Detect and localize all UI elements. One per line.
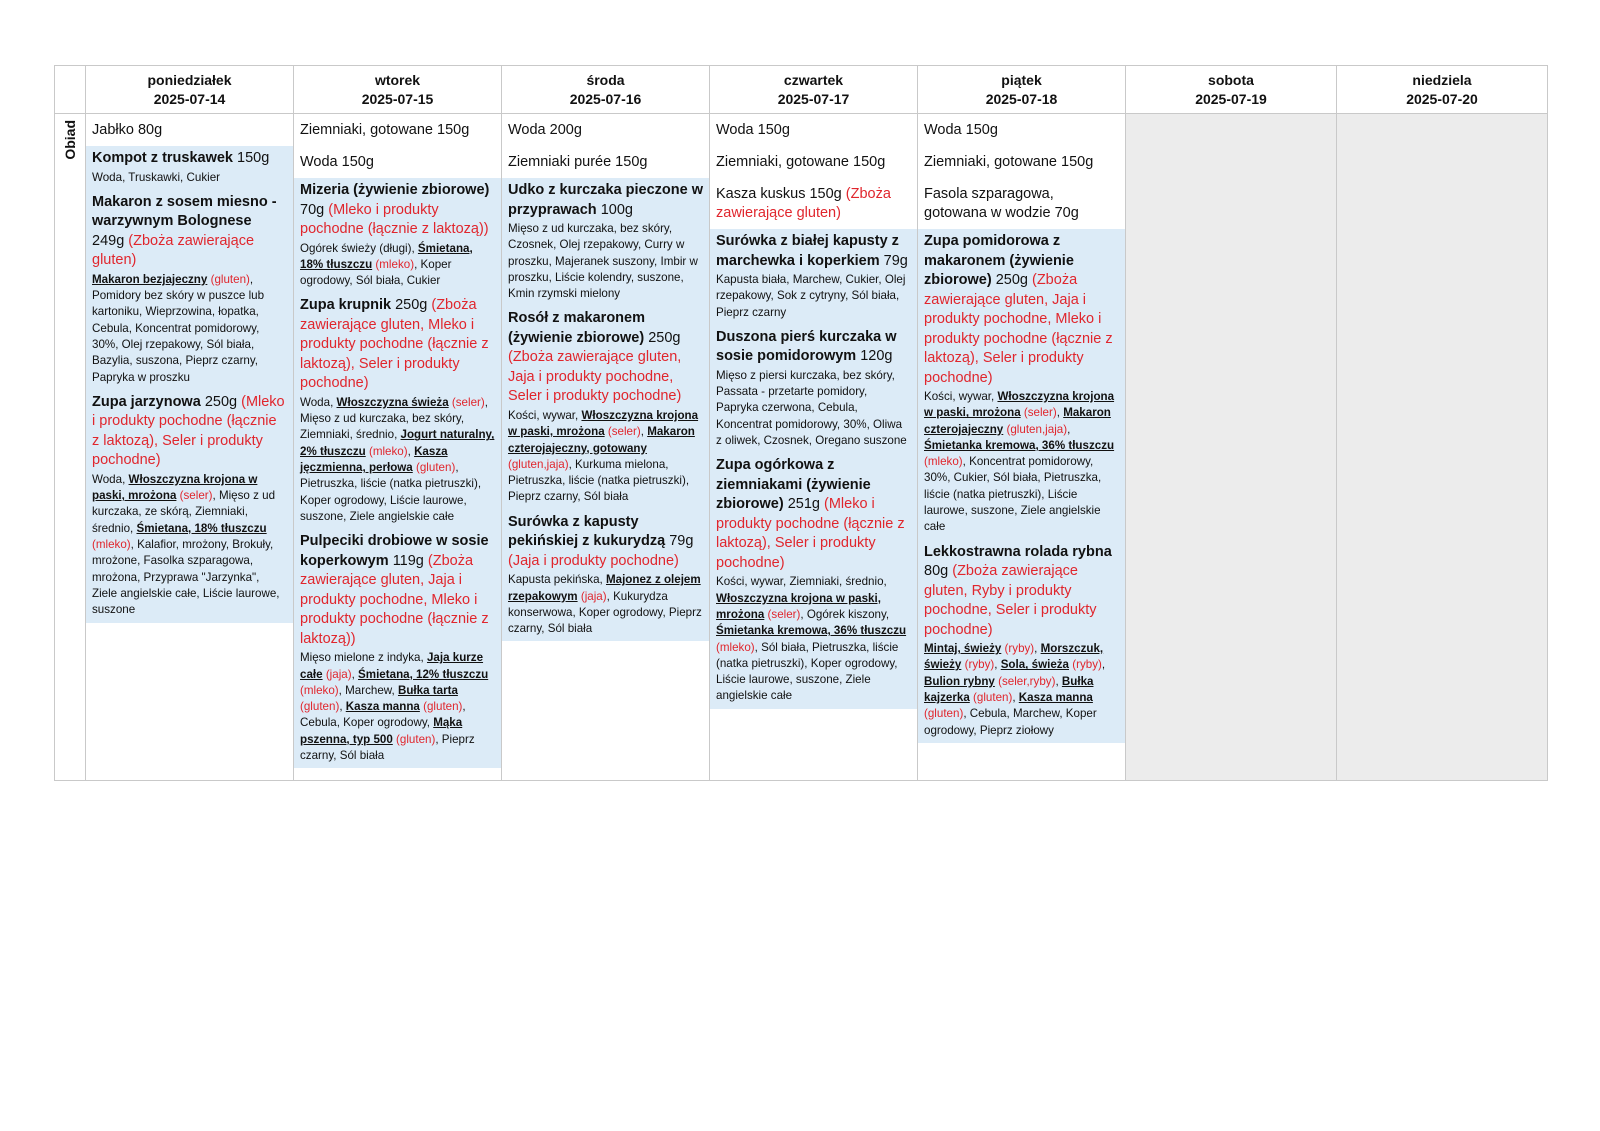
ingredient: Morszczuk, świeży	[924, 642, 1104, 672]
ingredient: Makaron czterojajeczny, gotowany	[508, 425, 695, 455]
ingredient: Kalafior, mrożony, Brokuły, mrożone, Fasolka szparagowa, mrożona, Przyprawa "Jarzynka", Ziele angielskie całe, Liście laurowe, suszone	[92, 538, 280, 617]
dish-title-line	[92, 193, 287, 271]
dish-title-line	[924, 232, 1119, 388]
ingredient: Mięso z ud kurczaka, bez skóry, Ziemniaki, średnio	[300, 412, 465, 442]
day-cell	[1337, 114, 1548, 781]
dish-name: Duszona pierś kurczaka w sosie pomidorowym	[716, 328, 897, 365]
dish-title-line	[508, 309, 703, 407]
ingredient: Kości, wywar	[924, 390, 992, 403]
dish-title-line	[300, 532, 495, 649]
ingredient-allergen: (mleko)	[368, 444, 408, 458]
menu-item	[710, 114, 917, 146]
ingredient: Mintaj, świeży	[924, 642, 1002, 656]
day-date: 2025-07-14	[153, 91, 226, 107]
ingredients-list: Makaron bezjajeczny (gluten), Pomidory bez skóry w puszce lub kartoniku, Wieprzowina, łopatka, Cebula, Koncentrat pomidorowy, 30%, Olej rzepakowy, Sól biała, Bazylia, suszona, Pieprz czarny, Papryka w proszku	[92, 272, 265, 384]
menu-item-text: Woda 150g	[300, 154, 374, 170]
dish-title-line	[716, 456, 911, 573]
dish-weight: 251g	[787, 496, 820, 513]
ingredient-allergen: (mleko)	[716, 640, 755, 654]
dish-weight: 150g	[237, 150, 270, 166]
allergen-info: (Mleko i produkty pochodne (łącznie z laktozą), Seler i produkty pochodne)	[716, 496, 905, 571]
dish-name: Zupa krupnik	[300, 297, 392, 314]
dish-title-line	[508, 513, 703, 572]
ingredient: Śmietana, 12% tłuszczu	[358, 667, 489, 681]
dish-title-line	[300, 296, 495, 394]
ingredient: Cebula, Koper ogrodowy	[300, 716, 427, 730]
menu-item-text: Ziemniaki, gotowane 150g	[300, 122, 470, 138]
dish-block	[710, 325, 917, 453]
ingredient-allergen: (mleko)	[92, 538, 131, 552]
ingredient: Włoszczyzna krojona w paski, mrożona	[508, 408, 699, 439]
dish-name: Udko z kurczaka pieczone w przyprawach	[508, 182, 704, 218]
dish-name: Zupa ogórkowa z ziemniakami (żywienie zbiorowe)	[716, 457, 871, 513]
ingredient: Bulion rybny	[924, 674, 995, 688]
day-date: 2025-07-15	[361, 91, 434, 107]
ingredient-allergen: (seler)	[451, 395, 485, 409]
day-cell	[918, 114, 1126, 781]
dish-weight: 250g	[204, 393, 238, 410]
dish-block	[710, 453, 917, 708]
dish-weight: 120g	[860, 348, 893, 365]
ingredient-allergen: (ryby)	[1004, 642, 1035, 656]
ingredient-allergen: (ryby)	[964, 658, 995, 672]
menu-item	[918, 146, 1125, 178]
menu-item	[710, 146, 917, 178]
menu-item	[502, 114, 709, 146]
ingredient: Kasza manna	[345, 700, 420, 714]
dish-title-line	[92, 149, 287, 169]
ingredients-list	[92, 170, 287, 186]
day-date: 2025-07-16	[569, 91, 642, 107]
ingredient: Koncentrat pomidorowy, 30%, Cukier, Sól biała, Pietruszka, liście (natka pietruszki), Liście laurowe, suszone, Ziele angielskie całe	[924, 455, 1102, 534]
ingredient-allergen: (seler)	[1023, 406, 1057, 420]
ingredient: Makaron czterojajeczny	[924, 406, 1111, 436]
allergen-info: (Zboża zawierające gluten)	[716, 186, 891, 221]
ingredient: Koper ogrodowy, Sól biała, Cukier	[300, 257, 452, 288]
day-name: czwartek	[783, 72, 844, 88]
menu-item	[918, 178, 1125, 229]
allergen-info: (Mleko i produkty pochodne (łącznie z laktozą))	[300, 201, 489, 237]
ingredient: Włoszczyzna krojona w paski, mrożona	[716, 591, 881, 621]
dish-name: Pulpeciki drobiowe w sosie koperkowym	[300, 533, 489, 569]
dish-block	[86, 190, 293, 390]
ingredient-allergen: (gluten)	[210, 272, 250, 286]
day-name: sobota	[1208, 72, 1254, 88]
day-date: 2025-07-20	[1406, 91, 1478, 107]
day-header	[1126, 66, 1337, 114]
dish-block	[710, 229, 917, 325]
ingredient: Mięso z piersi kurczaka, bez skóry, Passata - przetarte pomidory, Papryka czerwona, Cebula, Koncentrat pomidorowy, 30%, Oliwa z oliwek, Czosnek, Oregano suszone	[716, 368, 907, 448]
allergen-info: (Zboża zawierające gluten, Mleko i produkty pochodne (łącznie z laktozą), Seler i produkty pochodne)	[300, 297, 489, 392]
day-cell	[86, 114, 294, 781]
dish-block	[294, 178, 501, 293]
ingredient: Makaron bezjajeczny	[92, 272, 208, 286]
allergen-info: (Zboża zawierające gluten, Jaja i produkty pochodne, Mleko i produkty pochodne (łącznie z laktozą), Seler i produkty pochodne)	[924, 272, 1113, 386]
dish-weight: 250g	[648, 329, 681, 346]
ingredient: Ogórek kiszony	[806, 607, 886, 621]
ingredients-list	[508, 221, 703, 302]
menu-item	[502, 146, 709, 178]
ingredient-allergen: (mleko)	[924, 455, 963, 469]
dish-name: Kompot z truskawek	[92, 150, 233, 166]
ingredient: Włoszczyzna krojona w paski, mrożona	[92, 472, 258, 503]
ingredients-list: Kości, wywar, Włoszczyzna krojona w paski, mrożona (seler), Makaron czterojajeczny (gluten,jaja), Śmietanka kremowa, 36% tłuszczu (mleko), Koncentrat pomidorowy, 30%, Cukier, Sól biała, Pietruszka, liście (natka pietruszki), Liście laurowe, suszone, Ziele angielskie całe	[924, 390, 1115, 534]
ingredients-list: Ogórek świeży (długi), Śmietana, 18% tłuszczu (mleko), Koper ogrodowy, Sól biała, Cukier	[300, 241, 473, 288]
ingredient: Kasza jęczmienna, perłowa	[300, 444, 448, 475]
dish-block	[502, 510, 709, 642]
dish-title-line	[716, 232, 911, 271]
ingredient: Kapusta biała, Marchew, Cukier, Olej rzepakowy, Sok z cytryny, Sól biała, Pieprz czarny	[716, 273, 906, 319]
dish-name: Rosół z makaronem (żywienie zbiorowe)	[508, 310, 645, 346]
dish-weight: 70g	[300, 201, 325, 218]
ingredient-allergen: (jaja)	[580, 589, 607, 603]
meal-label: Obiad	[62, 120, 78, 160]
menu-item-text: Ziemniaki, gotowane 150g	[716, 154, 886, 170]
allergen-info: (Zboża zawierające gluten, Ryby i produkty pochodne, Seler i produkty pochodne)	[924, 563, 1097, 638]
ingredient: Ogórek świeży (długi)	[300, 241, 412, 255]
day-date: 2025-07-19	[1195, 91, 1267, 107]
menu-item-text: Jabłko 80g	[92, 122, 163, 138]
ingredient-allergen: (gluten,jaja)	[508, 457, 569, 471]
day-cell	[1126, 114, 1337, 781]
ingredient: Kurkuma mielona, Pietruszka, liście (natka pietruszki), Pieprz czarny, Sól biała	[508, 457, 690, 504]
ingredient: Jaja kurze całe	[300, 651, 484, 681]
day-cell	[502, 114, 710, 781]
dish-title-line	[92, 393, 287, 471]
dish-title-line	[716, 328, 911, 367]
day-name: środa	[586, 72, 625, 88]
ingredient: Kukurydza konserwowa, Koper ogrodowy, Pieprz czarny, Sól biała	[508, 589, 702, 636]
allergen-info: (Zboża zawierające gluten, Jaja i produkty pochodne, Mleko i produkty pochodne (łącznie z laktozą))	[300, 552, 489, 647]
ingredient: Pieprz czarny, Sól biała	[300, 732, 475, 763]
corner-cell	[55, 66, 86, 114]
ingredient: Sola, świeża	[1000, 658, 1070, 672]
ingredient-allergen: (seler,ryby)	[998, 674, 1056, 688]
dish-title-line	[924, 543, 1119, 641]
ingredient-allergen: (mleko)	[375, 257, 415, 271]
meal-row-obiad	[55, 114, 1548, 781]
dish-block	[502, 306, 709, 509]
menu-item-text: Kasza kuskus 150g	[716, 186, 842, 202]
ingredient: Marchew	[345, 683, 392, 697]
dish-name: Makaron z sosem miesno - warzywnym Bolognese	[92, 193, 277, 230]
ingredient-allergen: (jaja)	[325, 667, 352, 681]
ingredient: Majonez z olejem rzepakowym	[508, 573, 701, 603]
menu-item-text: Ziemniaki, gotowane 150g	[924, 154, 1094, 170]
ingredient-allergen: (gluten,jaja)	[1006, 422, 1068, 436]
ingredient: Śmietana, 18% tłuszczu	[136, 521, 267, 535]
ingredient: Kapusta pekińska	[508, 573, 600, 587]
dish-title-line	[300, 181, 495, 240]
dish-weight: 119g	[392, 552, 424, 569]
day-header	[710, 66, 918, 114]
day-header	[294, 66, 502, 114]
day-cell	[294, 114, 502, 781]
menu-item	[294, 114, 501, 146]
ingredient-allergen: (gluten)	[416, 461, 456, 475]
dish-block	[294, 529, 501, 768]
ingredient-allergen: (gluten)	[973, 691, 1013, 705]
dish-name: Zupa pomidorowa z makaronem (żywienie zbiorowe)	[924, 233, 1074, 288]
ingredient: Pomidory bez skóry w puszce lub kartoniku, Wieprzowina, łopatka, Cebula, Koncentrat pomidorowy, 30%, Olej rzepakowy, Sól biała, Bazylia, suszona, Pieprz czarny, Papryka w proszku	[92, 289, 265, 384]
ingredient: Woda	[300, 395, 331, 409]
ingredients-list: Mięso mielone z indyka, Jaja kurze całe (jaja), Śmietana, 12% tłuszczu (mleko), Marchew, Bułka tarta (gluten), Kasza manna (gluten), Cebula, Koper ogrodowy, Mąka pszenna, typ 500 (gluten), Pieprz czarny, Sól biała	[300, 651, 489, 763]
dish-title-line	[508, 181, 703, 220]
ingredient: Kości, wywar	[508, 408, 576, 422]
ingredients-list: Kości, wywar, Ziemniaki, średnio, Włoszczyzna krojona w paski, mrożona (seler), Ogórek kiszony, Śmietanka kremowa, 36% tłuszczu (mleko), Sól biała, Pietruszka, liście (natka pietruszki), Koper ogrodowy, Liście laurowe, suszone, Ziele angielskie całe	[716, 575, 907, 703]
ingredient: Woda	[92, 472, 123, 486]
ingredient-allergen: (gluten)	[924, 707, 964, 721]
day-name: wtorek	[374, 72, 421, 88]
ingredient: Włoszczyzna świeża	[336, 395, 449, 409]
ingredient: Kasza manna	[1018, 691, 1093, 705]
dish-weight: 80g	[924, 563, 949, 580]
ingredient: Bułka tarta	[397, 683, 458, 697]
ingredient: Śmietanka kremowa, 36% tłuszczu	[924, 438, 1115, 452]
ingredients-list: Mintaj, świeży (ryby), Morszczuk, świeży (ryby), Sola, świeża (ryby), Bulion rybny (seler,ryby), Bułka kajzerka (gluten), Kasza manna (gluten), Cebula, Marchew, Koper ogrodowy, Pieprz ziołowy	[924, 642, 1106, 737]
meal-label-cell	[55, 114, 86, 781]
ingredient: Sól biała, Pietruszka, liście (natka pietruszki), Koper ogrodowy, Liście laurowe, suszone, Ziele angielskie całe	[716, 640, 899, 703]
ingredient: Mięso mielone z indyka	[300, 651, 421, 665]
ingredient: Bułka kajzerka	[924, 674, 1094, 705]
dish-block	[294, 293, 501, 529]
ingredient: Śmietanka kremowa, 36% tłuszczu	[716, 624, 907, 638]
menu-item	[86, 114, 293, 146]
day-name: poniedziałek	[147, 72, 232, 88]
menu-item-text: Woda 150g	[924, 122, 998, 138]
ingredient-allergen: (seler)	[767, 607, 801, 621]
menu-item	[294, 146, 501, 178]
dish-weight: 79g	[669, 533, 694, 550]
dish-name: Lekkostrawna rolada rybna	[924, 543, 1112, 560]
day-date: 2025-07-18	[985, 91, 1058, 107]
dish-name: Surówka z kapusty pekińskiej z kukurydzą	[508, 513, 666, 550]
ingredient: Woda, Truskawki, Cukier	[92, 170, 221, 184]
day-date: 2025-07-17	[777, 91, 850, 107]
day-name: niedziela	[1412, 72, 1472, 88]
ingredients-list: Kości, wywar, Włoszczyzna krojona w paski, mrożona (seler), Makaron czterojajeczny, gotowany (gluten,jaja), Kurkuma mielona, Pietruszka, liście (natka pietruszki), Pieprz czarny, Sól biała	[508, 408, 699, 504]
day-header-row	[55, 66, 1548, 114]
dish-block	[86, 390, 293, 623]
day-header	[1337, 66, 1548, 114]
dish-block	[86, 146, 293, 190]
dish-block	[918, 540, 1125, 743]
dish-name: Mizeria (żywienie zbiorowe)	[300, 182, 490, 198]
dish-weight: 79g	[883, 252, 908, 269]
dish-weight: 100g	[600, 201, 633, 218]
ingredient-allergen: (mleko)	[300, 683, 339, 697]
ingredient: Cebula, Marchew, Koper ogrodowy, Pieprz ziołowy	[924, 707, 1097, 737]
ingredient: Mąka pszenna, typ 500	[300, 716, 463, 746]
ingredient: Pietruszka, liście (natka pietruszki), Koper ogrodowy, Liście laurowe, suszone, Ziele angielskie całe	[300, 477, 482, 523]
ingredient-allergen: (gluten)	[423, 700, 463, 714]
ingredient: Kości, wywar, Ziemniaki, średnio	[716, 575, 884, 589]
ingredient-allergen: (ryby)	[1072, 658, 1102, 672]
dish-block	[918, 229, 1125, 540]
menu-item-text: Ziemniaki purée 150g	[508, 154, 648, 170]
day-header	[86, 66, 294, 114]
dish-weight: 250g	[995, 272, 1028, 288]
allergen-info: (Jaja i produkty pochodne)	[508, 552, 679, 569]
menu-item	[918, 114, 1125, 146]
ingredient: Mięso z ud kurczaka, ze skórą, Ziemniaki, średnio	[92, 489, 276, 535]
ingredient: Jogurt naturalny, 2% tłuszczu	[300, 428, 495, 458]
allergen-info: (Zboża zawierające gluten)	[92, 232, 255, 269]
ingredient: Śmietana, 18% tłuszczu	[300, 241, 473, 271]
day-header	[918, 66, 1126, 114]
ingredients-list: Woda, Włoszczyzna krojona w paski, mrożona (seler), Mięso z ud kurczaka, ze skórą, Ziemniaki, średnio, Śmietana, 18% tłuszczu (mleko), Kalafior, mrożony, Brokuły, mrożone, Fasolka szparagowa, mrożona, Przyprawa "Jarzynka", Ziele angielskie całe, Liście laurowe, suszone	[92, 472, 280, 617]
menu-item-text: Woda 200g	[508, 122, 582, 138]
day-header	[502, 66, 710, 114]
ingredients-list	[716, 368, 911, 449]
menu-item-text: Fasola szparagowa, gotowana w wodzie 70g	[924, 186, 1079, 221]
ingredient-allergen: (seler)	[607, 425, 641, 439]
day-cell	[710, 114, 918, 781]
menu-item	[710, 178, 917, 229]
day-name: piątek	[1001, 72, 1042, 88]
dish-name: Surówka z białej kapusty z marchewka i koperkiem	[716, 233, 899, 269]
dish-block	[502, 178, 709, 306]
ingredient-allergen: (gluten)	[396, 732, 436, 746]
weekly-menu-table	[54, 65, 1548, 781]
ingredient-allergen: (gluten)	[300, 700, 340, 714]
allergen-info: (Mleko i produkty pochodne (łącznie z laktozą), Seler i produkty pochodne)	[92, 393, 285, 469]
ingredients-list: Woda, Włoszczyzna świeża (seler), Mięso z ud kurczaka, bez skóry, Ziemniaki, średnio, Jogurt naturalny, 2% tłuszczu (mleko), Kasza jęczmienna, perłowa (gluten), Pietruszka, liście (natka pietruszki), Koper ogrodowy, Liście laurowe, suszone, Ziele angielskie całe	[300, 395, 495, 523]
ingredient: Mięso z ud kurczaka, bez skóry, Czosnek, Olej rzepakowy, Curry w proszku, Majeranek suszony, Imbir w proszku, Liście kolendry, suszone, Kmin rzymski mielony	[508, 222, 698, 301]
ingredient: Włoszczyzna krojona w paski, mrożona	[924, 390, 1115, 420]
dish-weight: 250g	[395, 297, 428, 314]
ingredients-list: Kapusta pekińska, Majonez z olejem rzepakowym (jaja), Kukurydza konserwowa, Koper ogrodowy, Pieprz czarny, Sól biała	[508, 573, 702, 636]
dish-name: Zupa jarzynowa	[92, 393, 201, 410]
ingredient-allergen: (seler)	[179, 489, 213, 503]
dish-weight: 249g	[92, 232, 125, 249]
ingredients-list	[716, 272, 911, 321]
menu-item-text: Woda 150g	[716, 122, 790, 138]
allergen-info: (Zboża zawierające gluten, Jaja i produkty pochodne, Seler i produkty pochodne)	[508, 349, 682, 405]
